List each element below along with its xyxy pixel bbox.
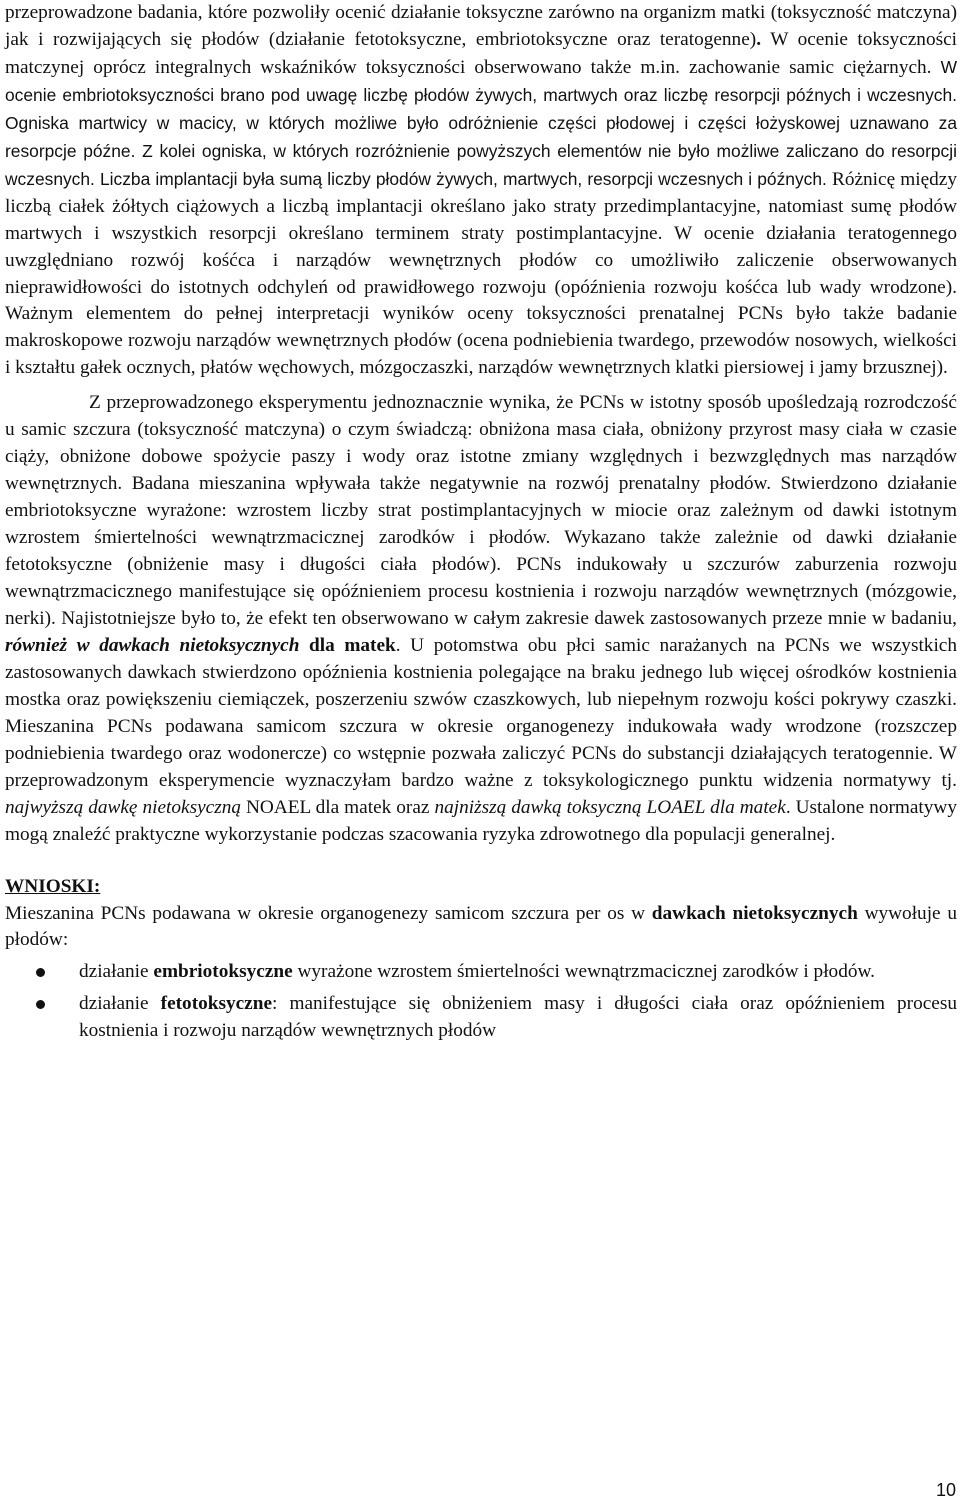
conclusions-list (5, 959, 957, 1045)
item-prefix: działanie (79, 993, 161, 1015)
item-term: embriotoksyczne (153, 961, 293, 983)
methods-sentence-1-end: . (756, 28, 762, 50)
item-description: : manifestujące się obniżeniem masy i długości ciała oraz opóźnieniem procesu kostnienia i rozwoju narządów wewnętrznych płodów (79, 993, 958, 1042)
paragraph-methods (5, 0, 957, 382)
results-emphasis: również w dawkach nietoksycznych (5, 634, 300, 656)
conclusions-list-item (5, 959, 957, 986)
item-term: fetotoksyczne (160, 993, 273, 1015)
methods-sentence-3: W ocenie embriotoksyczności brano pod uwagę liczbę płodów żywych, martwych oraz liczbę resorpcji późnych i wczesnych. Ogniska martwicy w macicy, w których możliwe było odróżnienie części płodowej i części łożyskowej uznawano za resorpcje późne. Z kolei ogniska, w których rozróżnienie powyższych elementów nie było możliwe zaliczano do resorpcji wczesnych. Liczba implantacji była sumą liczby płodów żywych, martwych, resorpcji wczesnych i późnych. (5, 56, 957, 189)
methods-sentence-4: Różnicę między liczbą ciałek żółtych ciążowych a liczbą implantacji określano jako straty przedimplantacyjne, natomiast sumę płodów martwych i wszystkich resorpcji określano terminem straty postimplantacyjne. W ocenie działania teratogennego uwzględniano rozwój kośćca i narządów wewnętrznych płodów co umożliwiło zaliczenie obserwowanych nieprawidłowości do istotnych odchyleń od prawidłowego rozwoju (opóźnienia rozwoju kośćca lub wady wrodzone). Ważnym elementem do pełnej interpretacji wyników oceny toksyczności prenatalnej PCNs było także badanie makroskopowe rozwoju narządów wewnętrznych płodów (ocena podniebienia twardego, przewodów nosowych, wielkości i kształtu gałek ocznych, płatów węchowych, mózgoczaszki, narządów wewnętrznych klatki piersiowej i jamy brzusznej). (5, 168, 957, 379)
results-text-1: Z przeprowadzonego eksperymentu jednoznacznie wynika, że PCNs w istotny sposób upośledzają rozrodczość u samic szczura (toksyczność matczyna) o czym świadczą: obniżona masa ciała, obniżony przyrost masy ciała w czasie ciąży, obniżone dobowe spożycie paszy i wody oraz istotne zmiany względnych i bezwzględnych mas narządów wewnętrznych. Badana mieszanina wpływała także negatywnie na rozwój prenatalny płodów. Stwierdzono działanie embriotoksyczne wyrażone: wzrostem liczby strat postimplantacyjnych w miocie oraz zależnym od dawki istotnym wzrostem śmiertelności wewnątrzmacicznej zarodków i płodów. Wykazano także zależnie od dawki działanie fetotoksyczne (obniżenie masy i długości ciała płodów). PCNs indukowały u szczurów zaburzenia rozwoju wewnątrzmacicznego manifestujące się opóźnieniem procesu kostnienia i rozwoju narządów wewnętrznych (mózgowie, nerki). Najistotniejsze było to, że efekt ten obserwowano w całym zakresie dawek zastosowanych przeze mnie w badaniu, (5, 392, 957, 629)
results-text-4: . Ustalone normatywy mogą znaleźć praktyczne wykorzystanie podczas szacowania ryzyka zdrowotnego dla populacji generalnej. (5, 796, 957, 845)
bullet-icon (36, 1000, 45, 1009)
loael-term: najniższą dawką toksyczną LOAEL dla matek (434, 796, 786, 818)
conclusions-list-item (5, 991, 957, 1045)
methods-sentence-1: przeprowadzone badania, które pozwoliły ocenić działanie toksyczne zarówno na organizm matki (toksyczność matczyna) jak i rozwijających się płodów (działanie fetotoksyczne, embriotoksyczne oraz teratogenne) (5, 2, 957, 50)
conclusions-intro-emphasis: dawkach nietoksycznych (651, 902, 858, 924)
document-page (5, 0, 957, 1050)
item-description: wyrażone wzrostem śmiertelności wewnątrzmacicznej zarodków i płodów. (292, 961, 875, 983)
conclusions-intro-text-2: wywołuje u płodów: (5, 902, 957, 951)
conclusions-heading: WNIOSKI: (5, 875, 101, 897)
results-text-2: . U potomstwa obu płci samic narażanych na PCNs we wszystkich zastosowanych dawkach stwierdzono opóźnienia kostnienia polegające na braku jednego lub więcej ośrodków kostnienia mostka oraz powiększeniu ciemiączek, poszerzeniu szwów czaszkowych, lub niepełnym rozwoju kości pokrywy czaszki. Mieszanina PCNs podawana samicom szczura w okresie organogenezy indukowała wady wrodzone (rozszczep podniebienia twardego oraz wodonercze) co wstępnie pozwała zaliczyć PCNs do substancji działających teratogennie. W przeprowadzonym eksperymencie wyznaczyłam bardzo ważne z toksykologicznego punktu widzenia normatywy tj. (5, 634, 957, 791)
results-emphasis-tail: dla matek (299, 634, 396, 656)
conclusions-intro (5, 901, 957, 955)
paragraph-results (5, 390, 957, 848)
results-text-3: NOAEL dla matek oraz (240, 796, 435, 818)
item-prefix: działanie (79, 961, 154, 983)
page-number: 10 (935, 1480, 956, 1500)
noael-term: najwyższą dawkę nietoksyczną (5, 796, 241, 818)
methods-sentence-2: W ocenie toksyczności matczynej oprócz integralnych wskaźników toksyczności obserwowano także m.in. zachowanie samic ciężarnych. (5, 28, 958, 78)
conclusions-intro-text-1: Mieszanina PCNs podawana w okresie organogenezy samicom szczura per os w (5, 902, 652, 924)
bullet-icon (36, 968, 45, 977)
